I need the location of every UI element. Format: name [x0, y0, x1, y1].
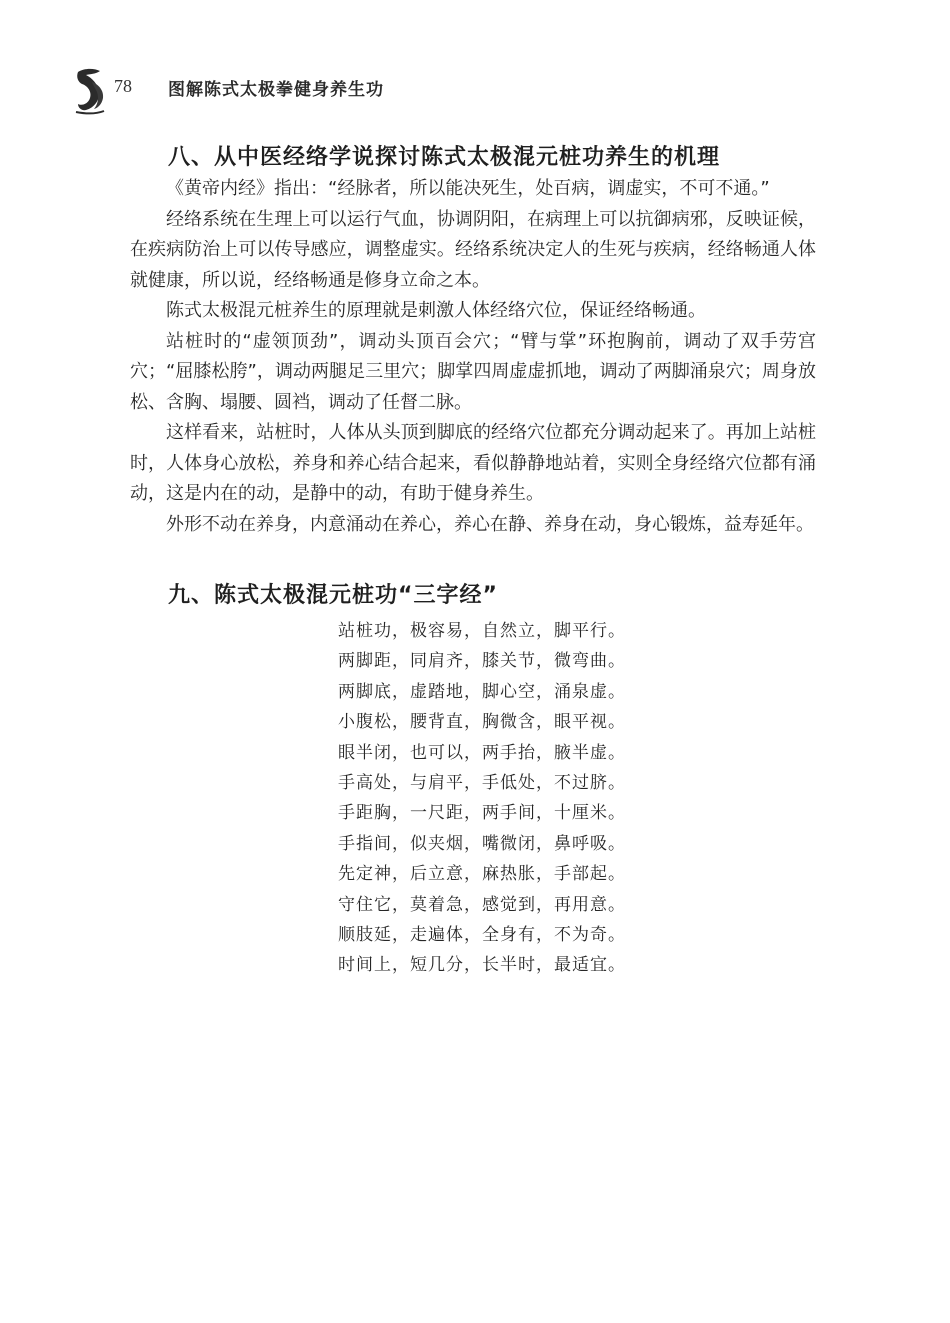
- paragraph: 站桩时的“虚领顶劲”，调动头顶百会穴；“臂与掌”环抱胸前，调动了双手劳宫穴；“屈膝松胯”，调动两腿足三里穴；脚掌四周虚虚抓地，调动了两脚涌泉穴；周身放松、含胸、塌腰、圆裆，调动了任督二脉。: [130, 330, 816, 413]
- verse-line: 手指间，似夹烟，嘴微闭，鼻呼吸。: [338, 833, 626, 854]
- paragraph: 这样看来，站桩时，人体从头顶到脚底的经络穴位都充分调动起来了。再加上站桩时，人体身心放松，养身和养心结合起来，看似静静地站着，实则全身经络穴位都有涌动，这是内在的动，是静中的动，有助于健身养生。: [130, 422, 816, 504]
- taiji-calligraphy-logo-icon: [72, 62, 108, 116]
- verse-line: 眼半闭，也可以，两手抬，腋半虚。: [338, 742, 626, 763]
- verse-line: 先定神，后立意，麻热胀，手部起。: [338, 864, 626, 885]
- verse-line: 两脚底，虚踏地，脚心空，涌泉虚。: [338, 681, 626, 702]
- verse-line: 时间上，短几分，长半时，最适宜。: [338, 955, 626, 976]
- verse-line: 顺肢延，走遍体，全身有，不为奇。: [338, 925, 626, 946]
- verse-line: 手距胸，一尺距，两手间，十厘米。: [338, 803, 626, 824]
- three-character-verse: [338, 616, 678, 981]
- section-heading-8: 八、从中医经络学说探讨陈式太极混元桩功养生的机理: [168, 145, 721, 170]
- section-heading-9: 九、陈式太极混元桩功“三字经”: [168, 583, 498, 608]
- verse-line: 两脚距，同肩齐，膝关节，微弯曲。: [338, 651, 626, 672]
- verse-line: 守住它，莫着急，感觉到，再用意。: [338, 894, 626, 915]
- paragraph: 外形不动在养身，内意涌动在养心，养心在静、养身在动，身心锻炼，益寿延年。: [166, 513, 814, 535]
- paragraph: 《黄帝内经》指出：“经脉者，所以能决死生，处百病，调虚实，不可不通。”: [166, 178, 770, 199]
- paragraph: 经络系统在生理上可以运行气血，协调阴阳，在病理上可以抗御病邪，反映证候，在疾病防治上可以传导感应，调整虚实。经络系统决定人的生死与疾病，经络畅通人体就健康，所以说，经络畅通是修身立命之本。: [130, 208, 816, 291]
- page-header: [72, 62, 772, 116]
- verse-line: 手高处，与肩平，手低处，不过脐。: [338, 773, 626, 794]
- verse-line: 小腹松，腰背直，胸微含，眼平视。: [338, 712, 626, 733]
- book-title: 图解陈式太极拳健身养生功: [168, 80, 384, 100]
- verse-line: 站桩功，极容易，自然立，脚平行。: [338, 621, 626, 641]
- page-number: 78: [114, 76, 132, 96]
- section-8-body: [130, 174, 816, 540]
- paragraph: 陈式太极混元桩养生的原理就是刺激人体经络穴位，保证经络畅通。: [166, 300, 706, 321]
